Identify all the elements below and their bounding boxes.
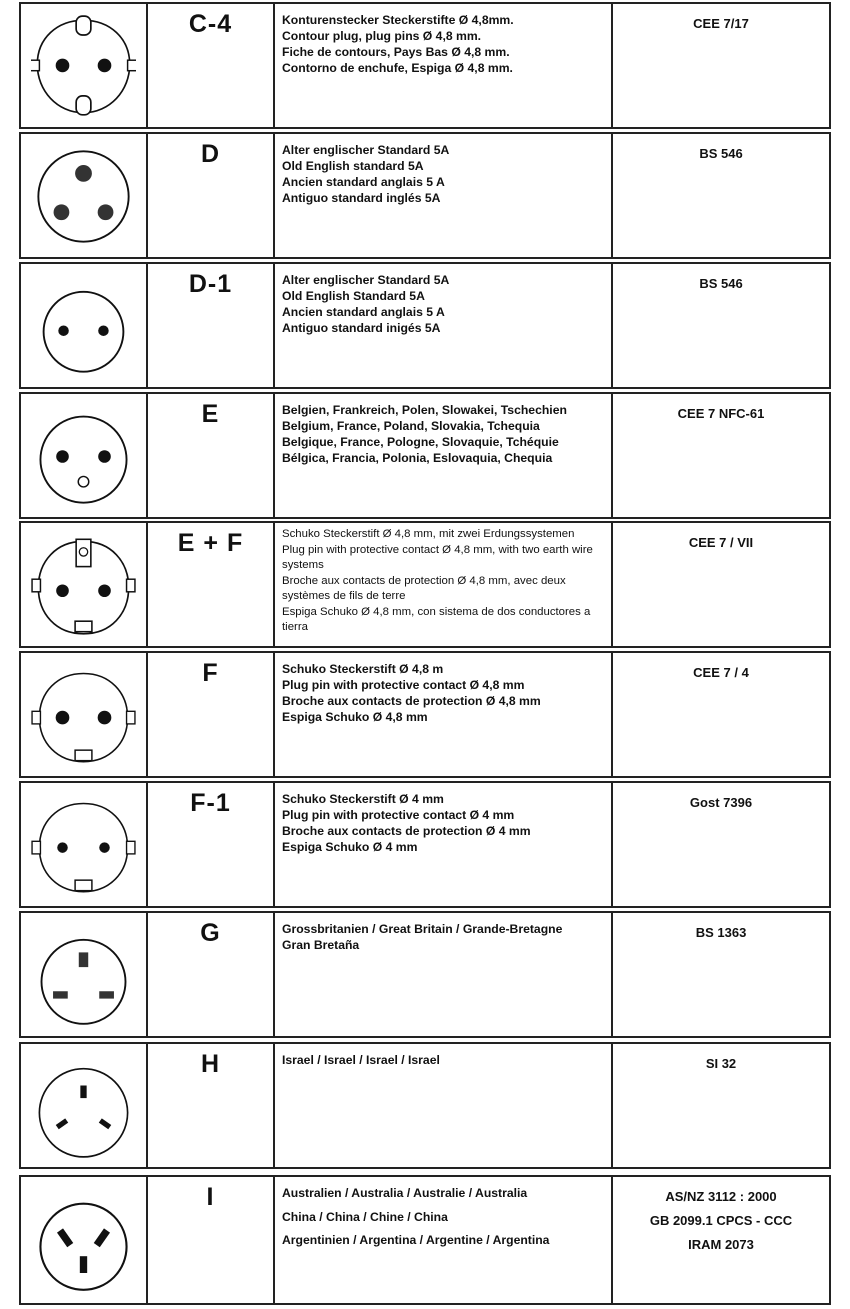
description-line: Antiguo standard inglés 5A	[282, 191, 441, 205]
standard-line: BS 1363	[695, 925, 747, 940]
icon-cell	[21, 134, 148, 257]
description-line: Belgique, France, Pologne, Slovaquie, Tchéquie	[282, 435, 559, 449]
standard-line: GB 2099.1 CPCS - CCC	[649, 1213, 793, 1228]
standard-cell	[613, 1044, 829, 1167]
plug-type-code: F	[202, 659, 219, 687]
table-row	[19, 392, 831, 519]
plug-c4-icon	[31, 14, 136, 119]
description-cell	[275, 134, 613, 257]
description-cell	[275, 394, 613, 517]
standard-line: BS 546	[699, 146, 743, 161]
icon-cell	[21, 1177, 148, 1303]
description-cell	[275, 783, 613, 906]
description-line: Schuko Steckerstift Ø 4,8 m	[282, 662, 444, 676]
description	[282, 661, 607, 725]
standard-cell	[613, 4, 829, 127]
description-line: Belgien, Frankreich, Polen, Slowakei, Tschechien	[282, 403, 567, 417]
standard-line: CEE 7 / VII	[688, 535, 754, 550]
plug-type-code: D-1	[188, 270, 233, 298]
code-cell	[148, 1044, 275, 1167]
table-row	[19, 1175, 831, 1305]
description-line: Espiga Schuko Ø 4,8 mm	[282, 710, 428, 724]
standard	[613, 1052, 829, 1076]
description-line: Ancien standard anglais 5 A	[282, 305, 445, 319]
description-cell	[275, 913, 613, 1036]
standard-line: CEE 7 / 4	[693, 665, 749, 680]
description-cell	[275, 264, 613, 387]
description-line: Plug pin with protective contact Ø 4,8 mm, with two earth wire systems	[282, 543, 597, 571]
plug-f-icon	[31, 663, 136, 768]
icon-cell	[21, 264, 148, 387]
icon-cell	[21, 783, 148, 906]
standard-line: SI 32	[705, 1056, 737, 1071]
code-cell	[148, 1177, 275, 1303]
code-cell	[148, 653, 275, 776]
standard	[613, 272, 829, 296]
description-line: Gran Bretaña	[282, 938, 360, 952]
table-row	[19, 651, 831, 778]
description-cell	[275, 653, 613, 776]
description	[282, 791, 607, 855]
code-cell	[148, 523, 275, 646]
description-line: Plug pin with protective contact Ø 4,8 mm	[282, 678, 525, 692]
description-line: Alter englischer Standard 5A	[282, 273, 450, 287]
code-cell	[148, 783, 275, 906]
icon-cell	[21, 1044, 148, 1167]
description-line: Bélgica, Francia, Polonia, Eslovaquia, Chequia	[282, 451, 553, 465]
description-line: Broche aux contacts de protection Ø 4,8 mm, avec deux systèmes de fils de terre	[282, 574, 569, 602]
plug-ef-icon	[31, 533, 136, 638]
table-row	[19, 1042, 831, 1169]
plug-i-icon	[31, 1189, 136, 1294]
description	[282, 1185, 607, 1256]
plug-type-code: I	[206, 1183, 215, 1211]
description-line: Konturenstecker Steckerstifte Ø 4,8mm.	[282, 13, 514, 27]
standard-line: Gost 7396	[689, 795, 753, 810]
standard-line: IRAM 2073	[688, 1237, 754, 1252]
standard	[613, 402, 829, 426]
description-cell	[275, 1044, 613, 1167]
table-row	[19, 262, 831, 389]
description-line: Broche aux contacts de protection Ø 4,8 mm	[282, 694, 541, 708]
table-row	[19, 911, 831, 1038]
code-cell	[148, 264, 275, 387]
standard-line: AS/NZ 3112 : 2000	[665, 1189, 777, 1204]
standard	[613, 1185, 829, 1257]
plug-type-code: H	[200, 1050, 221, 1078]
icon-cell	[21, 653, 148, 776]
plug-h-icon	[31, 1054, 136, 1159]
description-cell	[275, 1177, 613, 1303]
description-cell	[275, 523, 613, 646]
description-line: Schuko Steckerstift Ø 4,8 mm, mit zwei Erdungssystemen	[282, 528, 575, 540]
plug-f1-icon	[31, 793, 136, 898]
description-line: Ancien standard anglais 5 A	[282, 175, 445, 189]
standard-cell	[613, 1177, 829, 1303]
description-line: Old English Standard 5A	[282, 289, 425, 303]
plug-d-icon	[31, 144, 136, 249]
standard-cell	[613, 264, 829, 387]
description-line: Alter englischer Standard 5A	[282, 143, 450, 157]
description-line: Espiga Schuko Ø 4,8 mm, con sistema de dos conductores a tierra	[282, 605, 594, 633]
code-cell	[148, 394, 275, 517]
plug-e-icon	[31, 404, 136, 509]
description-line: Grossbritanien / Great Britain / Grande-Bretagne	[282, 922, 563, 936]
standard-cell	[613, 653, 829, 776]
plug-type-code: C-4	[188, 10, 233, 38]
description	[282, 1052, 607, 1068]
description-line: Broche aux contacts de protection Ø 4 mm	[282, 824, 531, 838]
plug-type-code: G	[200, 919, 221, 947]
description-line: China / China / Chine / China	[282, 1209, 448, 1224]
standard-line: CEE 7 NFC-61	[677, 406, 765, 421]
standard-line: BS 546	[699, 276, 743, 291]
standard-cell	[613, 523, 829, 646]
plug-type-code: F-1	[190, 789, 231, 817]
plug-d1-icon	[31, 274, 136, 379]
description-line: Fiche de contours, Pays Bas Ø 4,8 mm.	[282, 45, 510, 59]
standard	[613, 12, 829, 36]
code-cell	[148, 913, 275, 1036]
description-line: Old English standard 5A	[282, 159, 424, 173]
description-line: Espiga Schuko Ø 4 mm	[282, 840, 418, 854]
code-cell	[148, 4, 275, 127]
table-row	[19, 781, 831, 908]
table-row	[19, 2, 831, 129]
standard-line: CEE 7/17	[693, 16, 749, 31]
icon-cell	[21, 523, 148, 646]
description	[282, 12, 607, 76]
table-row	[19, 521, 831, 648]
plug-type-code: E	[201, 400, 220, 428]
description-line: Antiguo standard inigés 5A	[282, 321, 441, 335]
description	[282, 527, 607, 636]
icon-cell	[21, 394, 148, 517]
standard	[613, 531, 829, 555]
description-line: Contour plug, plug pins Ø 4,8 mm.	[282, 29, 482, 43]
standard-cell	[613, 134, 829, 257]
plug-type-code: D	[200, 140, 221, 168]
description	[282, 142, 607, 206]
icon-cell	[21, 913, 148, 1036]
description-line: Belgium, France, Poland, Slovakia, Tchequia	[282, 419, 540, 433]
plug-g-icon	[31, 923, 136, 1028]
standard	[613, 142, 829, 166]
table-row	[19, 132, 831, 259]
icon-cell	[21, 4, 148, 127]
description-cell	[275, 4, 613, 127]
standard-cell	[613, 783, 829, 906]
description	[282, 921, 607, 953]
standard	[613, 661, 829, 685]
description-line: Contorno de enchufe, Espiga Ø 4,8 mm.	[282, 61, 513, 75]
description-line: Plug pin with protective contact Ø 4 mm	[282, 808, 515, 822]
standard	[613, 921, 829, 945]
standard-cell	[613, 394, 829, 517]
description-line: Australien / Australia / Australie / Australia	[282, 1186, 528, 1200]
description	[282, 272, 607, 336]
standard-cell	[613, 913, 829, 1036]
code-cell	[148, 134, 275, 257]
description-line: Israel / Israel / Israel / Israel	[282, 1053, 440, 1067]
description-line: Argentinien / Argentina / Argentine / Argentina	[282, 1233, 550, 1247]
description	[282, 402, 607, 466]
description-line: Schuko Steckerstift Ø 4 mm	[282, 792, 444, 806]
plug-type-code: E + F	[177, 529, 244, 557]
standard	[613, 791, 829, 815]
